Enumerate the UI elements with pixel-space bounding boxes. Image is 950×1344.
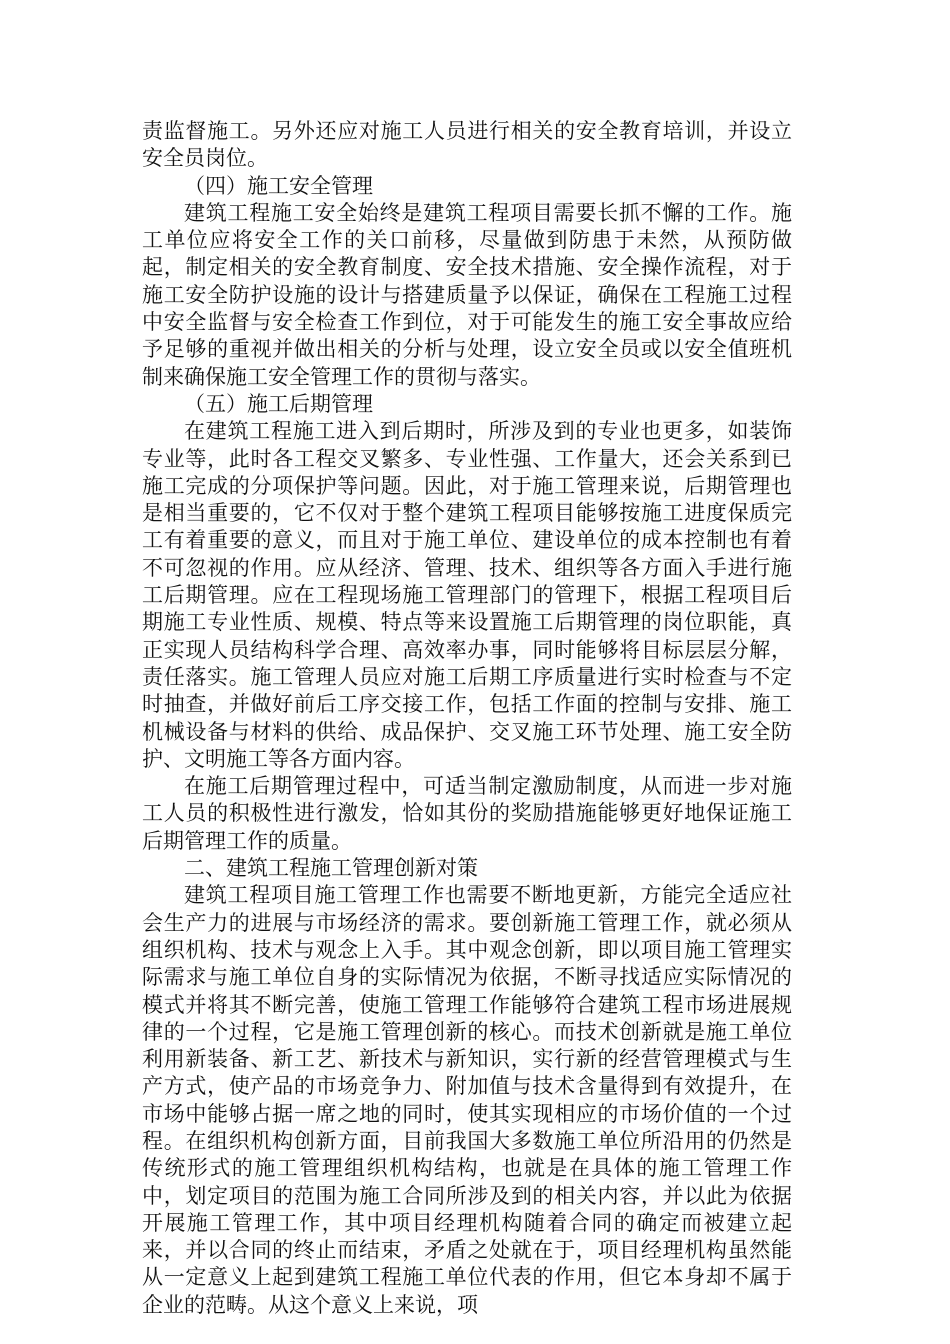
document-page <box>142 118 792 1319</box>
paragraph-incentive: 在施工后期管理过程中，可适当制定激励制度，从而进一步对施工人员的积极性进行激发，恰如其份的奖励措施能够更好地保证施工后期管理工作的质量。 <box>142 774 792 853</box>
paragraph-safety-management: 建筑工程施工安全始终是建筑工程项目需要长抓不懈的工作。施工单位应将安全工作的关口前移，尽量做到防患于未然，从预防做起，制定相关的安全教育制度、安全技术措施、安全操作流程，对于施工安全防护设施的设计与搭建质量予以保证，确保在工程施工过程中安全监督与安全检查工作到位，对于可能发生的施工安全事故应给予足够的重视并做出相关的分析与处理，设立安全员或以安全值班机制来确保施工安全管理工作的贯彻与落实。 <box>142 200 792 389</box>
section-heading-innovation: 二、建筑工程施工管理创新对策 <box>184 856 478 881</box>
paragraph-innovation: 建筑工程项目施工管理工作也需要不断地更新，方能完全适应社会生产力的进展与市场经济的需求。要创新施工管理工作，就必须从组织机构、技术与观念上入手。其中观念创新，即以项目施工管理实际需求与施工单位自身的实际情况为依据，不断寻找适应实际情况的模式并将其不断完善，使施工管理工作能够符合建筑工程市场进展规律的一个过程，它是施工管理创新的核心。而技术创新就是施工单位利用新装备、新工艺、新技术与新知识，实行新的经营管理模式与生产方式，使产品的市场竞争力、附加值与技术含量得到有效提升，在市场中能够占据一席之地的同时，使其实现相应的市场价值的一个过程。在组织机构创新方面，目前我国大多数施工单位所沿用的仍然是传统形式的施工管理组织机构结构，也就是在具体的施工管理工作中，划定项目的范围为施工合同所涉及到的相关内容，并以此为依据开展施工管理工作，其中项目经理机构随着合同的确定而被建立起来，并以合同的终止而结束，矛盾之处就在于，项目经理机构虽然能从一定意义上起到建筑工程施工单位代表的作用，但它本身却不属于企业的范畴。从这个意义上来说，项 <box>142 883 792 1317</box>
paragraph-continued: 责监督施工。另外还应对施工人员进行相关的安全教育培训，并设立安全员岗位。 <box>142 119 792 171</box>
section-heading-4: （四）施工安全管理 <box>184 173 373 198</box>
paragraph-late-stage-management: 在建筑工程施工进入到后期时，所涉及到的专业也更多，如装饰专业等，此时各工程交叉繁多、专业性强、工作量大，还会关系到已施工完成的分项保护等问题。因此，对于施工管理来说，后期管理也是相当重要的，它不仅对于整个建筑工程项目能够按施工进度保质完工有着重要的意义，而且对于施工单位、建设单位的成本控制也有着不可忽视的作用。应从经济、管理、技术、组织等各方面入手进行施工后期管理。应在工程现场施工管理部门的管理下，根据工程项目后期施工专业性质、规模、特点等来设置施工后期管理的岗位职能，真正实现人员结构科学合理、高效率办事，同时能够将目标层层分解，责任落实。施工管理人员应对施工后期工序质量进行实时检查与不定时抽查，并做好前后工序交接工作，包括工作面的控制与安排、施工机械设备与材料的供给、成品保护、交叉施工环节处理、施工安全防护、文明施工等各方面内容。 <box>142 419 792 771</box>
section-heading-5: （五）施工后期管理 <box>184 391 373 416</box>
